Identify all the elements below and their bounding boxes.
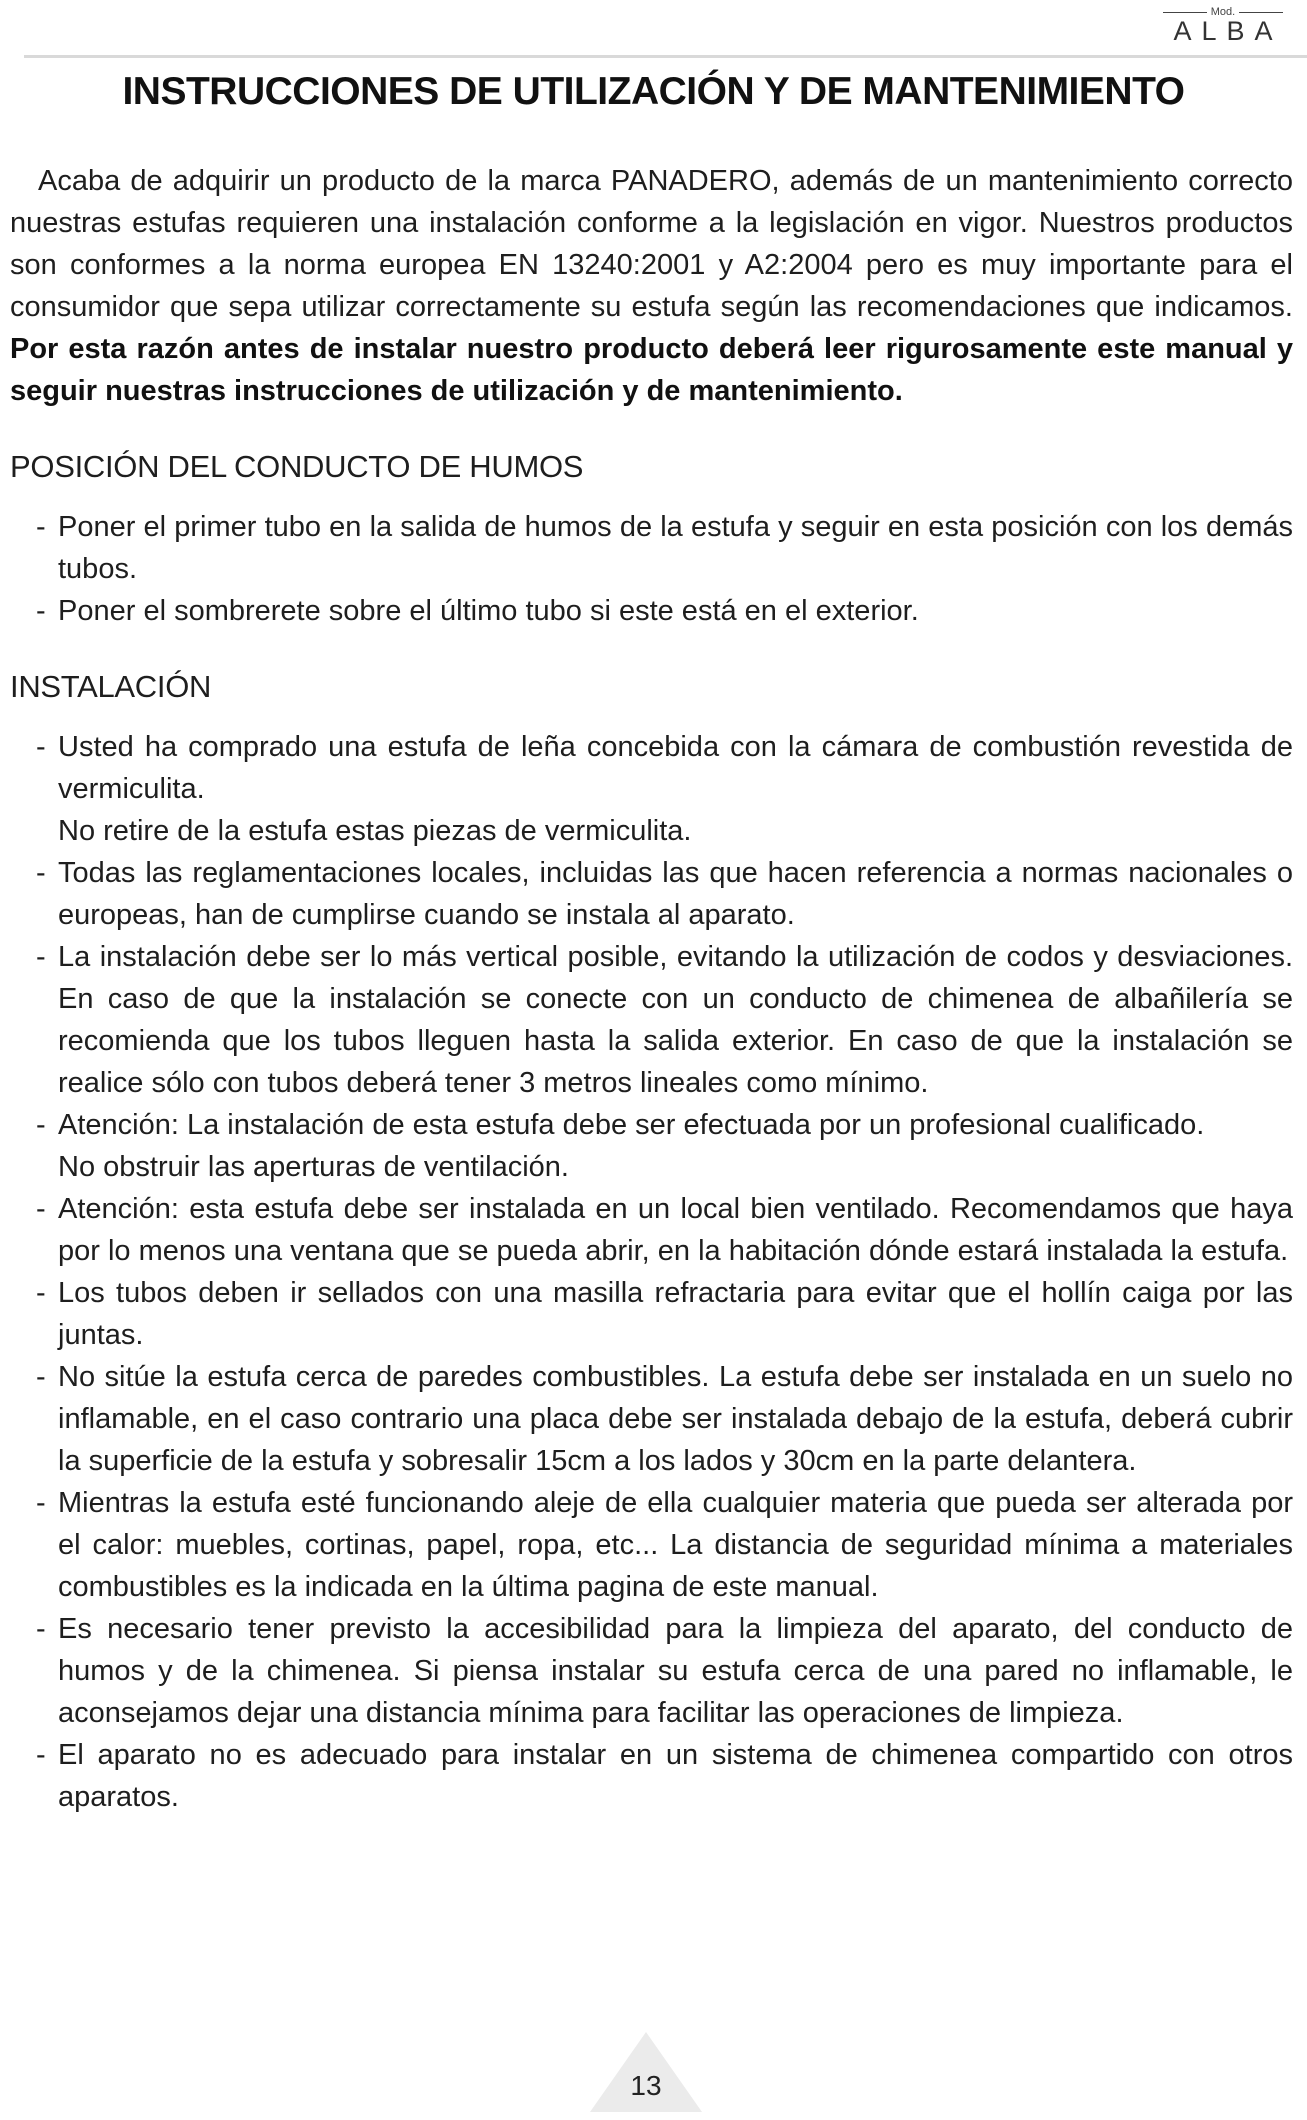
list-dash: - bbox=[36, 595, 46, 627]
list-item bbox=[10, 726, 1293, 852]
model-name: ALBA bbox=[1173, 16, 1283, 46]
page-number: 13 bbox=[630, 2070, 662, 2101]
document-body bbox=[10, 160, 1293, 1818]
list-dash: - bbox=[36, 1109, 46, 1141]
model-rule-left bbox=[1163, 12, 1207, 13]
section-heading: INSTALACIÓN bbox=[10, 669, 212, 704]
list-item-subtext: No obstruir las aperturas de ventilación. bbox=[58, 1151, 569, 1183]
list-dash: - bbox=[36, 1277, 46, 1309]
list-item-text: Los tubos deben ir sellados con una masilla refractaria para evitar que el hollín caiga por las juntas. bbox=[58, 1277, 1293, 1351]
list-item-text: Mientras la estufa esté funcionando aleje de ella cualquier materia que pueda ser alterada por el calor: muebles, cortinas, papel, ropa, etc... La distancia de seguridad mínima a materiales combustibles es la indicada en la última pagina de este manual. bbox=[58, 1487, 1293, 1603]
list-item bbox=[10, 506, 1293, 590]
list-item-text: Todas las reglamentaciones locales, incluidas las que hacen referencia a normas nacionales o europeas, han de cumplirse cuando se instala al aparato. bbox=[58, 857, 1293, 931]
list-dash: - bbox=[36, 857, 46, 889]
list-item-text: Poner el sombrerete sobre el último tubo si este está en el exterior. bbox=[58, 595, 919, 627]
sections-container bbox=[10, 446, 1293, 1818]
list-dash: - bbox=[36, 1361, 46, 1393]
list-dash: - bbox=[36, 1613, 46, 1645]
list-item-text: El aparato no es adecuado para instalar en un sistema de chimenea compartido con otros aparatos. bbox=[58, 1739, 1293, 1813]
intro-text: Acaba de adquirir un producto de la marca PANADERO, además de un mantenimiento correcto nuestras estufas requieren una instalación conforme a la legislación en vigor. Nuestros productos son conformes a la norma europea EN 13240:2001 y A2:2004 pero es muy importante para el consumidor que sepa utilizar correctamente su estufa según las recomendaciones que indicamos. bbox=[10, 165, 1293, 323]
model-rule-right bbox=[1239, 12, 1283, 13]
section-list bbox=[10, 506, 1293, 632]
list-item bbox=[10, 852, 1293, 936]
list-item bbox=[10, 1188, 1293, 1272]
list-dash: - bbox=[36, 1739, 46, 1771]
intro-bold-text: Por esta razón antes de instalar nuestro producto deberá leer rigurosamente este manual y seguir nuestras instrucciones de utilización y de mantenimiento. bbox=[10, 333, 1293, 407]
intro-paragraph bbox=[10, 160, 1293, 412]
list-item bbox=[10, 936, 1293, 1104]
list-dash: - bbox=[36, 1193, 46, 1225]
list-dash: - bbox=[36, 1487, 46, 1519]
list-item-text: La instalación debe ser lo más vertical posible, evitando la utilización de codos y desviaciones. En caso de que la instalación se conecte con un conducto de chimenea de albañilería se recomienda que los tubos lleguen hasta la salida exterior. En caso de que la instalación se realice sólo con tubos deberá tener 3 metros lineales como mínimo. bbox=[58, 941, 1293, 1099]
list-item-text: Usted ha comprado una estufa de leña concebida con la cámara de combustión revestida de vermiculita. bbox=[58, 731, 1293, 805]
list-item bbox=[10, 1482, 1293, 1608]
list-item-text: Es necesario tener previsto la accesibilidad para la limpieza del aparato, del conducto de humos y de la chimenea. Si piensa instalar su estufa cerca de una pared no inflamable, le aconsejamos dejar una distancia mínima para facilitar las operaciones de limpieza. bbox=[58, 1613, 1293, 1729]
section-heading: POSICIÓN DEL CONDUCTO DE HUMOS bbox=[10, 449, 584, 484]
list-item-text: Atención: esta estufa debe ser instalada en un local bien ventilado. Recomendamos que haya por lo menos una ventana que se pueda abrir, en la habitación dónde estará instalada la estufa. bbox=[58, 1193, 1293, 1267]
model-prefix: Mod. bbox=[1210, 6, 1236, 18]
list-item-text: No sitúe la estufa cerca de paredes combustibles. La estufa debe ser instalada en un suelo no inflamable, en el caso contrario una placa debe ser instalada debajo de la estufa, deberá cubrir la superficie de la estufa y sobresalir 15cm a los lados y 30cm en la parte delantera. bbox=[58, 1361, 1293, 1477]
list-item bbox=[10, 1734, 1293, 1818]
list-item-text: Atención: La instalación de esta estufa debe ser efectuada por un profesional cualificado. bbox=[58, 1109, 1205, 1141]
list-item bbox=[10, 1608, 1293, 1734]
page-title: INSTRUCCIONES DE UTILIZACIÓN Y DE MANTENIMIENTO bbox=[122, 70, 1185, 113]
list-item bbox=[10, 1104, 1293, 1188]
list-dash: - bbox=[36, 731, 46, 763]
page-footer bbox=[0, 2032, 1307, 2112]
header-rule bbox=[24, 55, 1307, 58]
list-dash: - bbox=[36, 941, 46, 973]
model-badge bbox=[1163, 6, 1283, 47]
list-item-subtext: No retire de la estufa estas piezas de vermiculita. bbox=[58, 815, 692, 847]
section-list bbox=[10, 726, 1293, 1818]
list-item bbox=[10, 590, 1293, 632]
list-item bbox=[10, 1356, 1293, 1482]
list-dash: - bbox=[36, 511, 46, 543]
list-item bbox=[10, 1272, 1293, 1356]
list-item-text: Poner el primer tubo en la salida de humos de la estufa y seguir en esta posición con los demás tubos. bbox=[58, 511, 1293, 585]
